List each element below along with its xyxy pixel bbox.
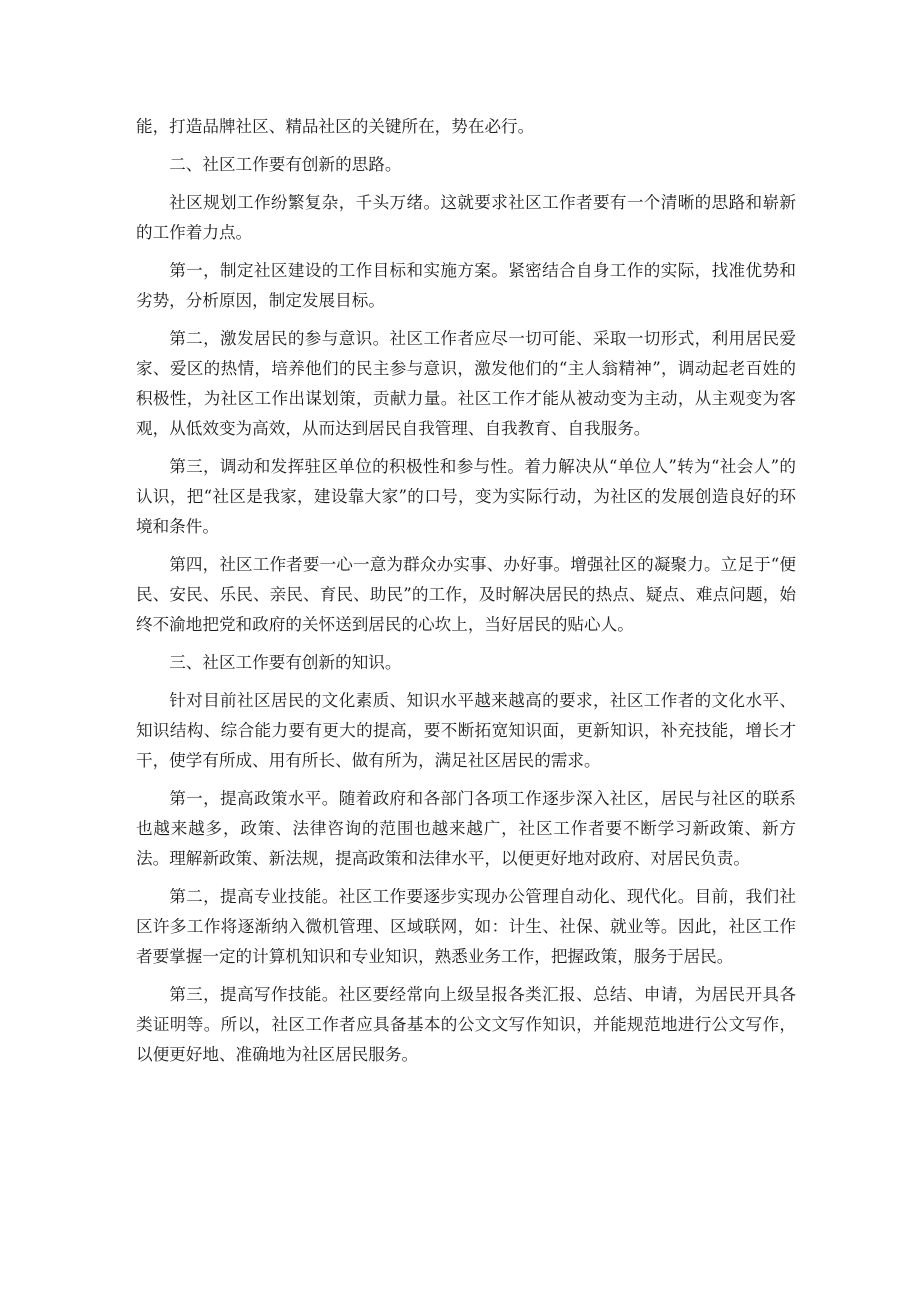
section-heading-3: 三、社区工作要有创新的知识。 (169, 653, 402, 672)
paragraph: 第二，激发居民的参与意识。社区工作者应尽一切可能、采取一切形式，利用居民爱家、爱区的热情，培养他们的民主参与意识，激发他们的“主人翁精神”，调动起老百姓的积极性，为社区工作出谋划策，贡献力量。社区工作才能从被动变为主动，从主观变为客观，从低效变为高效，从而达到居民自我管理、自我教育、自我服务。 (136, 329, 796, 438)
paragraph: 第三，提高写作技能。社区要经常向上级呈报各类汇报、总结、申请，为居民开具各类证明等。所以，社区工作者应具备基本的公文文写作知识，并能规范地进行公文写作，以便更好地、准确地为社区居民服务。 (136, 985, 796, 1064)
paragraph: 第四，社区工作者要一心一意为群众办实事、办好事。增强社区的凝聚力。立足于“便民、安民、乐民、亲民、育民、助民”的工作，及时解决居民的热点、疑点、难点问题，始终不渝地把党和政府的关怀送到居民的心坎上，当好居民的贴心人。 (136, 555, 796, 634)
paragraph: 社区规划工作纷繁复杂，千头万绪。这就要求社区工作者要有一个清晰的思路和崭新的工作着力点。 (136, 193, 796, 242)
paragraph-continuation: 能，打造品牌社区、精品社区的关键所在，势在必行。 (136, 117, 535, 136)
paragraph: 针对目前社区居民的文化素质、知识水平越来越高的要求，社区工作者的文化水平、知识结构、综合能力要有更大的提高，要不断拓宽知识面，更新知识，补充技能，增长才干，使学有所成、用有所长、做有所为，满足社区居民的需求。 (136, 691, 796, 770)
paragraph: 第二，提高专业技能。社区工作要逐步实现办公管理自动化、现代化。目前，我们社区许多工作将逐渐纳入微机管理、区域联网，如：计生、社保、就业等。因此，社区工作者要掌握一定的计算机知识和专业知识，熟悉业务工作，把握政策，服务于居民。 (136, 887, 796, 966)
paragraph: 第三，调动和发挥驻区单位的积极性和参与性。着力解决从“单位人”转为“社会人”的认识，把“社区是我家，建设靠大家”的口号，变为实际行动，为社区的发展创造良好的环境和条件。 (136, 457, 796, 536)
section-heading-2: 二、社区工作要有创新的思路。 (169, 155, 402, 174)
document-body (136, 112, 796, 1078)
paragraph: 第一，制定社区建设的工作目标和实施方案。紧密结合自身工作的实际，找准优势和劣势，分析原因，制定发展目标。 (136, 261, 796, 310)
paragraph: 第一，提高政策水平。随着政府和各部门各项工作逐步深入社区，居民与社区的联系也越来越多，政策、法律咨询的范围也越来越广，社区工作者要不断学习新政策、新方法。理解新政策、新法规，提高政策和法律水平，以便更好地对政府、对居民负责。 (136, 789, 796, 868)
